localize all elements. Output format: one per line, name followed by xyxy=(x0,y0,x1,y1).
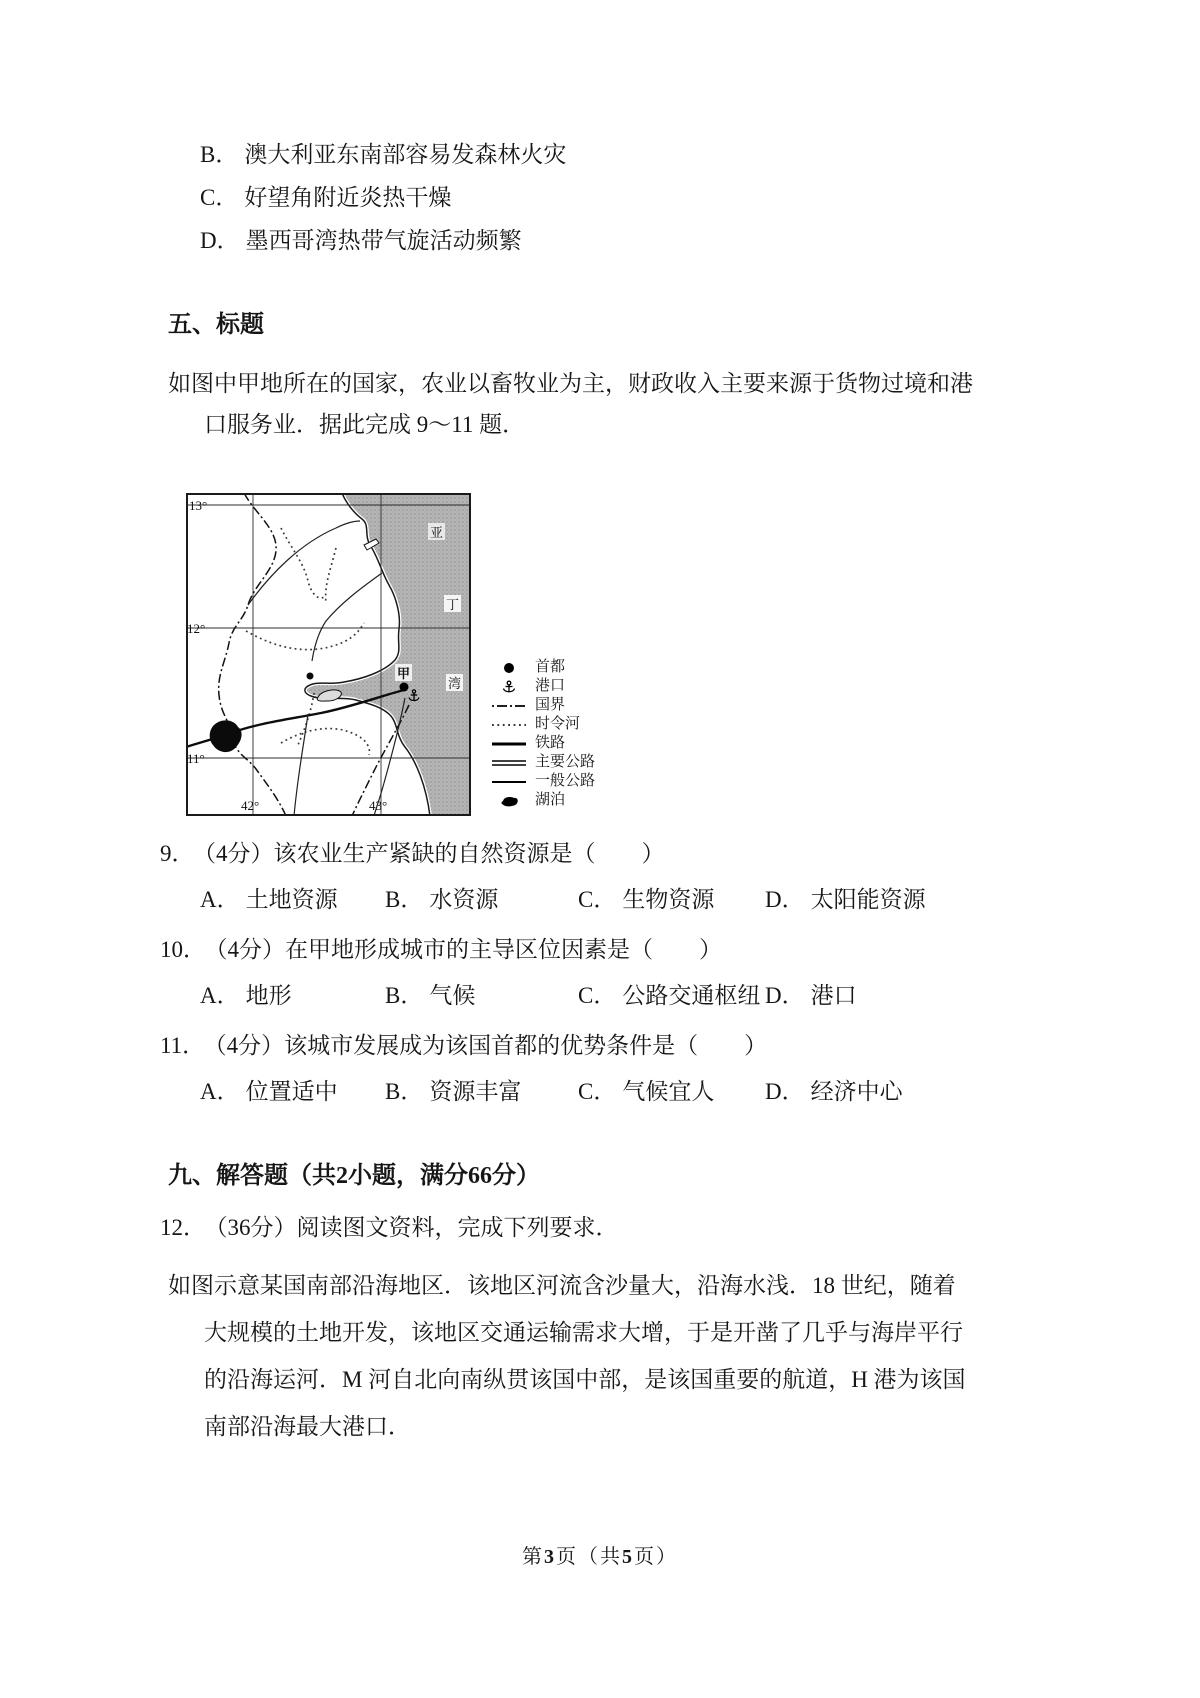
question-10 xyxy=(160,938,1090,1008)
option-label: C． xyxy=(578,887,617,912)
option-d xyxy=(765,984,857,1008)
option-b xyxy=(385,1080,578,1104)
question-text: （4分）在甲地形成城市的主导区位因素是（ ） xyxy=(216,937,722,962)
seasonal-river-line xyxy=(298,693,314,745)
legend-item xyxy=(489,677,595,696)
sea-label-wan: 湾 xyxy=(448,676,462,691)
lake-blob-icon xyxy=(489,794,529,808)
legend-label: 国界 xyxy=(535,697,566,713)
option-text: 澳大利亚东南部容易发森林火灾 xyxy=(244,142,567,167)
seasonal-river-line xyxy=(326,548,336,603)
small-lake-dot xyxy=(307,673,314,680)
seasonal-river-line xyxy=(281,729,369,755)
lon-label-42: 42° xyxy=(241,798,260,813)
lat-label-11: 11° xyxy=(187,751,205,766)
legend-label: 湖泊 xyxy=(535,792,566,808)
option-label: A． xyxy=(200,1079,240,1104)
option-label: A． xyxy=(200,887,240,912)
intro-paragraph xyxy=(168,363,1090,445)
option-label: D． xyxy=(765,1079,805,1104)
question8-options xyxy=(160,135,1090,253)
question-number: 11． xyxy=(160,1033,206,1058)
option-text: 位置适中 xyxy=(245,1079,338,1104)
road-line xyxy=(294,714,308,816)
option-text: 气候 xyxy=(429,983,476,1008)
option-text: 好望角附近炎热干燥 xyxy=(244,185,452,210)
body-line-3: 的沿海运河．M 河自北向南纵贯该国中部，是该国重要的航道，H 港为该国 xyxy=(204,1367,966,1392)
question-12-stem xyxy=(160,1216,1090,1240)
option-label: B． xyxy=(385,887,424,912)
option-a xyxy=(200,1080,385,1104)
page-footer xyxy=(0,1540,1200,1569)
option-label: D． xyxy=(765,983,805,1008)
option-line-c xyxy=(200,186,1090,210)
section-nine-heading: 九、解答题（共2小题，满分66分） xyxy=(168,1163,540,1189)
question-9-stem xyxy=(160,842,1090,866)
body-line-4: 南部沿海最大港口． xyxy=(204,1414,411,1439)
option-label: D． xyxy=(765,887,805,912)
option-text: 经济中心 xyxy=(810,1079,903,1104)
lat-label-13: 13° xyxy=(189,498,208,513)
legend-item xyxy=(489,791,595,810)
option-a xyxy=(200,984,385,1008)
legend-label: 时令河 xyxy=(535,716,581,732)
capital-marker xyxy=(400,683,409,692)
question-number: 10． xyxy=(160,937,206,962)
question-number: 9． xyxy=(160,841,195,866)
region-map xyxy=(186,493,471,816)
option-label: B． xyxy=(200,142,239,167)
footer-text: 第 xyxy=(522,1546,544,1568)
question-10-options xyxy=(200,984,1090,1008)
seasonal-river-line xyxy=(246,623,364,650)
national-border-line xyxy=(219,493,286,816)
question-text: （36分）阅读图文资料，完成下列要求． xyxy=(216,1215,619,1240)
footer-total-pages: 5 xyxy=(622,1546,634,1568)
option-line-d xyxy=(200,229,1090,253)
option-text: 墨西哥湾热带气旋活动频繁 xyxy=(245,228,522,253)
option-c xyxy=(578,888,765,912)
legend-label: 主要公路 xyxy=(535,754,596,770)
dotted-line-icon xyxy=(489,718,529,732)
option-label: C． xyxy=(200,185,239,210)
option-text: 港口 xyxy=(810,983,857,1008)
body-line-1: 如图示意某国南部沿海地区．该地区河流含沙量大，沿海水浅．18 世纪，随着 xyxy=(168,1273,956,1298)
option-a xyxy=(200,888,385,912)
question-9-options xyxy=(200,888,1090,912)
footer-text: 页） xyxy=(634,1546,678,1568)
option-b xyxy=(385,984,578,1008)
anchor-icon xyxy=(489,680,529,694)
sea-label-ding: 丁 xyxy=(446,597,460,612)
legend-label: 一般公路 xyxy=(535,773,596,789)
legend-item xyxy=(489,753,595,772)
option-text: 气候宜人 xyxy=(622,1079,715,1104)
question-10-stem xyxy=(160,938,1090,962)
legend-item xyxy=(489,658,595,677)
body-line-2: 大规模的土地开发，该地区交通运输需求大增，于是开凿了几乎与海岸平行 xyxy=(204,1320,963,1345)
single-line-icon xyxy=(489,775,529,789)
option-b xyxy=(385,888,578,912)
option-label: A． xyxy=(200,983,240,1008)
footer-page-number: 3 xyxy=(544,1546,556,1568)
capital-dot-icon xyxy=(489,661,529,675)
road-line xyxy=(312,573,382,661)
legend-item xyxy=(489,734,595,753)
question-number: 12． xyxy=(160,1215,206,1240)
map-figure xyxy=(186,493,1090,816)
question-text: （4分）该城市发展成为该国首都的优势条件是（ ） xyxy=(215,1033,768,1058)
section-five-heading: 五、标题 xyxy=(168,312,264,338)
option-text: 水资源 xyxy=(429,887,499,912)
question-12-body xyxy=(168,1262,1090,1450)
legend-label: 首都 xyxy=(535,659,566,675)
option-text: 土地资源 xyxy=(245,887,338,912)
option-text: 地形 xyxy=(245,983,292,1008)
double-line-icon xyxy=(489,756,529,770)
railway-line-icon xyxy=(489,737,529,751)
dash-dot-line-icon xyxy=(489,699,529,713)
footer-text: 页（共 xyxy=(556,1546,622,1568)
question-11 xyxy=(160,1034,1090,1104)
lat-label-12: 12° xyxy=(187,621,206,636)
legend-label: 港口 xyxy=(535,678,566,694)
option-d xyxy=(765,1080,903,1104)
legend-item xyxy=(489,772,595,791)
option-c xyxy=(578,984,765,1008)
option-label: C． xyxy=(578,1079,617,1104)
map-legend xyxy=(489,658,595,810)
option-label: B． xyxy=(385,1079,424,1104)
question-text: （4分）该农业生产紧缺的自然资源是（ ） xyxy=(204,841,665,866)
option-text: 太阳能资源 xyxy=(810,887,926,912)
option-c xyxy=(578,1080,765,1104)
question-9 xyxy=(160,842,1090,912)
option-text: 公路交通枢纽 xyxy=(622,983,761,1008)
legend-label: 铁路 xyxy=(535,735,566,751)
lake-assal xyxy=(210,720,242,752)
option-line-b xyxy=(200,143,1090,167)
option-label: C． xyxy=(578,983,617,1008)
marker-label-jia: 甲 xyxy=(397,666,411,681)
intro-line-2: 口服务业．据此完成 9～11 题． xyxy=(204,412,526,437)
option-label: B． xyxy=(385,983,424,1008)
question-11-stem xyxy=(160,1034,1090,1058)
option-text: 生物资源 xyxy=(622,887,715,912)
option-label: D． xyxy=(200,228,240,253)
lon-label-43: 43° xyxy=(369,798,388,813)
seasonal-river-line xyxy=(281,528,324,598)
legend-item xyxy=(489,696,595,715)
intro-line-1: 如图中甲地所在的国家，农业以畜牧业为主，财政收入主要来源于货物过境和港 xyxy=(168,371,973,396)
road-line xyxy=(248,521,360,605)
option-text: 资源丰富 xyxy=(429,1079,522,1104)
option-d xyxy=(765,888,926,912)
sea-label-ya: 亚 xyxy=(430,525,444,540)
legend-item xyxy=(489,715,595,734)
question-11-options xyxy=(200,1080,1090,1104)
